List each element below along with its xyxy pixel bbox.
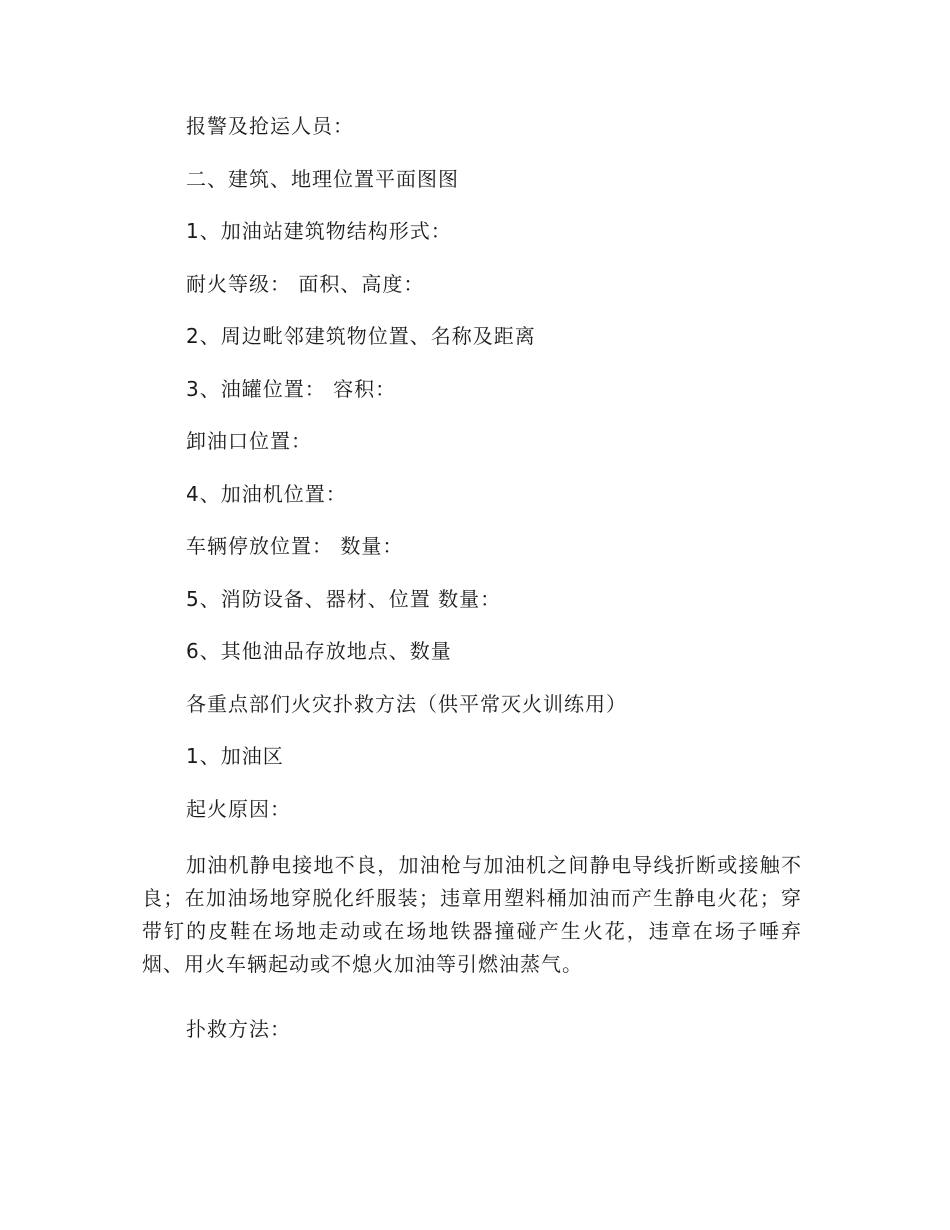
fire-causes-paragraph: 加油机静电接地不良，加油枪与加油机之间静电导线折断或接触不良；在加油场地穿脱化纤服装；违章用塑料桶加油而产生静电火花；穿带钉的皮鞋在场地走动或在场地铁器撞碰产生火花，违章在场子唾弃烟、用火车辆起动或不熄火加油等引燃油蒸气。 <box>142 853 802 976</box>
text-line-vehicle-parking: 车辆停放位置： 数量： <box>186 534 404 558</box>
text-line-fuel-area: 1、加油区 <box>186 744 284 768</box>
text-line-fire-rating: 耐火等级： 面积、高度： <box>186 272 425 296</box>
text-line-tank-position: 3、油罐位置： 容积： <box>186 377 397 401</box>
text-line-dispenser-position: 4、加油机位置： <box>186 482 347 506</box>
text-line-structure: 1、加油站建筑物结构形式： <box>186 219 452 243</box>
text-line-section-two: 二、建筑、地理位置平面图图 <box>186 167 459 191</box>
text-line-alarm-personnel: 报警及抢运人员： <box>186 114 354 138</box>
text-line-other-storage: 6、其他油品存放地点、数量 <box>186 639 452 663</box>
text-line-fire-equipment: 5、消防设备、器材、位置 数量： <box>186 587 502 611</box>
text-line-neighbors: 2、周边毗邻建筑物位置、名称及距离 <box>186 324 536 348</box>
text-line-fire-causes: 起火原因： <box>186 797 291 821</box>
text-line-rescue-method: 扑救方法： <box>186 1017 291 1041</box>
text-line-unloading-port: 卸油口位置： <box>186 429 312 453</box>
text-line-rescue-methods-heading: 各重点部们火灾扑救方法（供平常灭火训练用） <box>186 692 627 716</box>
